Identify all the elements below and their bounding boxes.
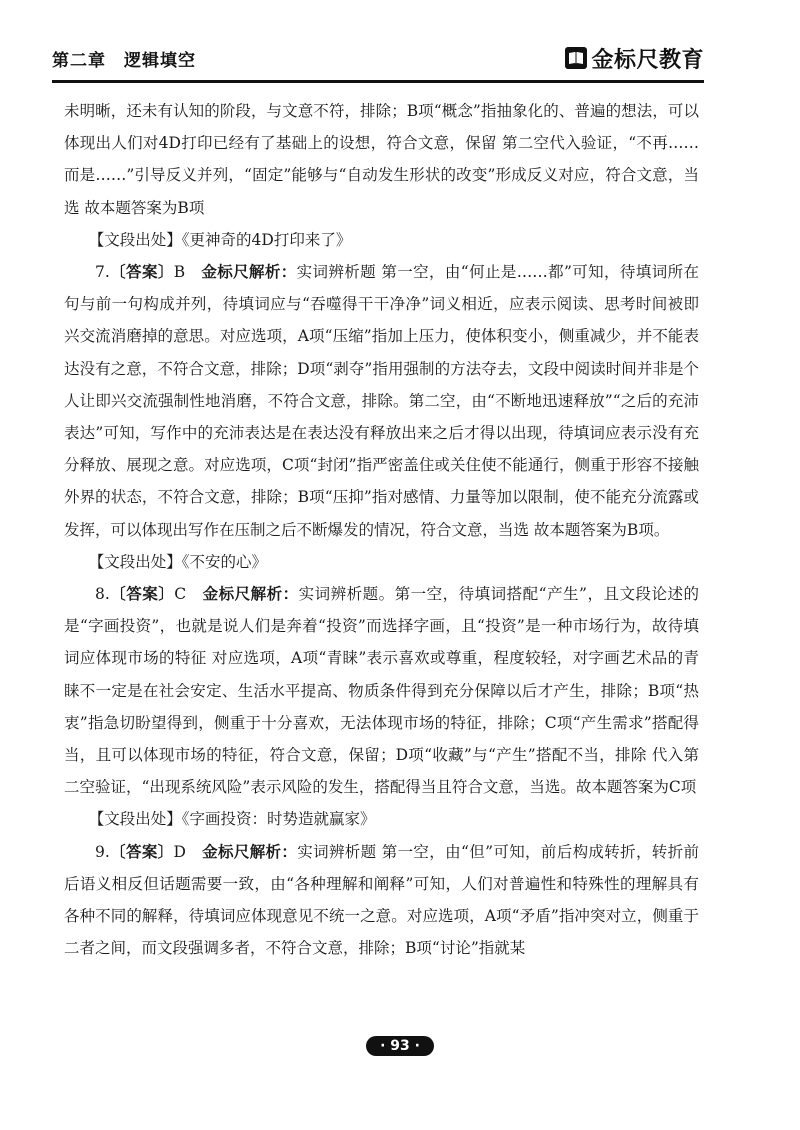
brand-name: 金标尺教育: [591, 47, 704, 73]
answer-value: B: [173, 263, 186, 282]
analysis-label: 金标尺解析：: [202, 842, 298, 861]
source-citation: 【文段出处】《字画投资：时势造就赢家》: [88, 810, 376, 829]
source-citation: 【文段出处】《更神奇的4D打印来了》: [88, 230, 352, 249]
analysis-body: 实词辨析题 第一空，由“何止是……都”可知，待填词所在句与前一句构成并列，待填词应与“吞噬得干干净净”词义相近，应表示阅读、思考时间被即兴交流消磨掉的意思。对应选项，A项“压缩”指加上压力，使体积变小，侧重减少，并不能表达没有之意，不符合文意，排除；D项“剥夺”指用强制的方法夺去，文段中阅读时间并非是个人让即兴交流强制性地消磨，不符合文意，排除。第二空，由“不断地迅速释放”“之后的充沛表达”可知，写作中的充沛表达是在表达没有释放出来之后才得以出现，待填词应表示没有充分释放、展现之意。对应选项，C项“封闭”指严密盖住或关住使不能通行，侧重于形容不接触外界的状态，不符合文意，排除；B项“压抑”指对感情、力量等加以限制，使不能充分流露或发挥，可以体现出写作在压制之后不断爆发的情况，符合文意，当选 故本题答案为B项。: [64, 263, 699, 539]
header-divider: [52, 80, 704, 83]
analysis-body: 实词辨析题 第一空，由“但”可知，前后构成转折，转折前后语义相反但话题需要一致，由“各种理解和阐释”可知，人们对普遍性和特殊性的理解具有各种不同的解释，待填词应体现意见不统一之意。对应选项，A项“矛盾”指冲突对立，侧重于二者之间，而文段强调多者，不符合文意，排除；B项“讨论”指就某: [64, 842, 699, 958]
page-footer: [0, 1036, 800, 1056]
question-7-explanation: [64, 256, 699, 546]
question-9-explanation: [64, 836, 699, 965]
answer-value: C: [174, 585, 187, 604]
page-header: [52, 40, 704, 76]
question-8-explanation: [64, 578, 699, 803]
question-number: 9.: [95, 842, 110, 861]
analysis-body: 实词辨析题。第一空，待填词搭配“产生”，且文段论述的是“字画投资”，也就是说人们是奔着“投资”而选择字画，且“投资”是一种市场行为，故待填词应体现市场的特征 对应选项，A项“青睐”表示喜欢或尊重，程度较轻，对字画艺术品的青睐不一定是在社会安定、生活水平提高、物质条件得到充分保障以后才产生，排除；B项“热衷”指急切盼望得到，侧重于十分喜欢，无法体现市场的特征，排除；C项“产生需求”搭配得当，且可以体现市场的特征，符合文意，保留；D项“收藏”与“产生”搭配不当，排除 代入第二空验证，“出现系统风险”表示风险的发生，搭配得当且符合文意，当选。故本题答案为C项: [64, 585, 699, 797]
analysis-label: 金标尺解析：: [201, 263, 297, 282]
source-citation: 【文段出处】《不安的心》: [88, 552, 268, 571]
page-number: · 93 ·: [366, 1036, 434, 1056]
answer-label: 〔答案〕: [109, 263, 174, 282]
answer-label: 〔答案〕: [109, 842, 174, 861]
answer-label: 〔答案〕: [109, 585, 175, 604]
page-content: [64, 95, 699, 964]
answer-value: D: [173, 842, 186, 861]
analysis-label: 金标尺解析：: [202, 585, 299, 604]
question-number: 8.: [95, 585, 110, 604]
chapter-title: 第二章 逻辑填空: [52, 50, 196, 71]
question-number: 7.: [95, 263, 110, 282]
book-icon: [565, 47, 587, 69]
brand: [565, 43, 704, 74]
continued-paragraph: 未明晰，还未有认知的阶段，与文意不符，排除；B项“概念”指抽象化的、普遍的想法，可以体现出人们对4D打印已经有了基础上的设想，符合文意，保留 第二空代入验证，“不再……而是……”引导反义并列，“固定”能够与“自动发生形状的改变”形成反义对应，符合文意，当选 故本题答案为B项: [64, 102, 699, 217]
